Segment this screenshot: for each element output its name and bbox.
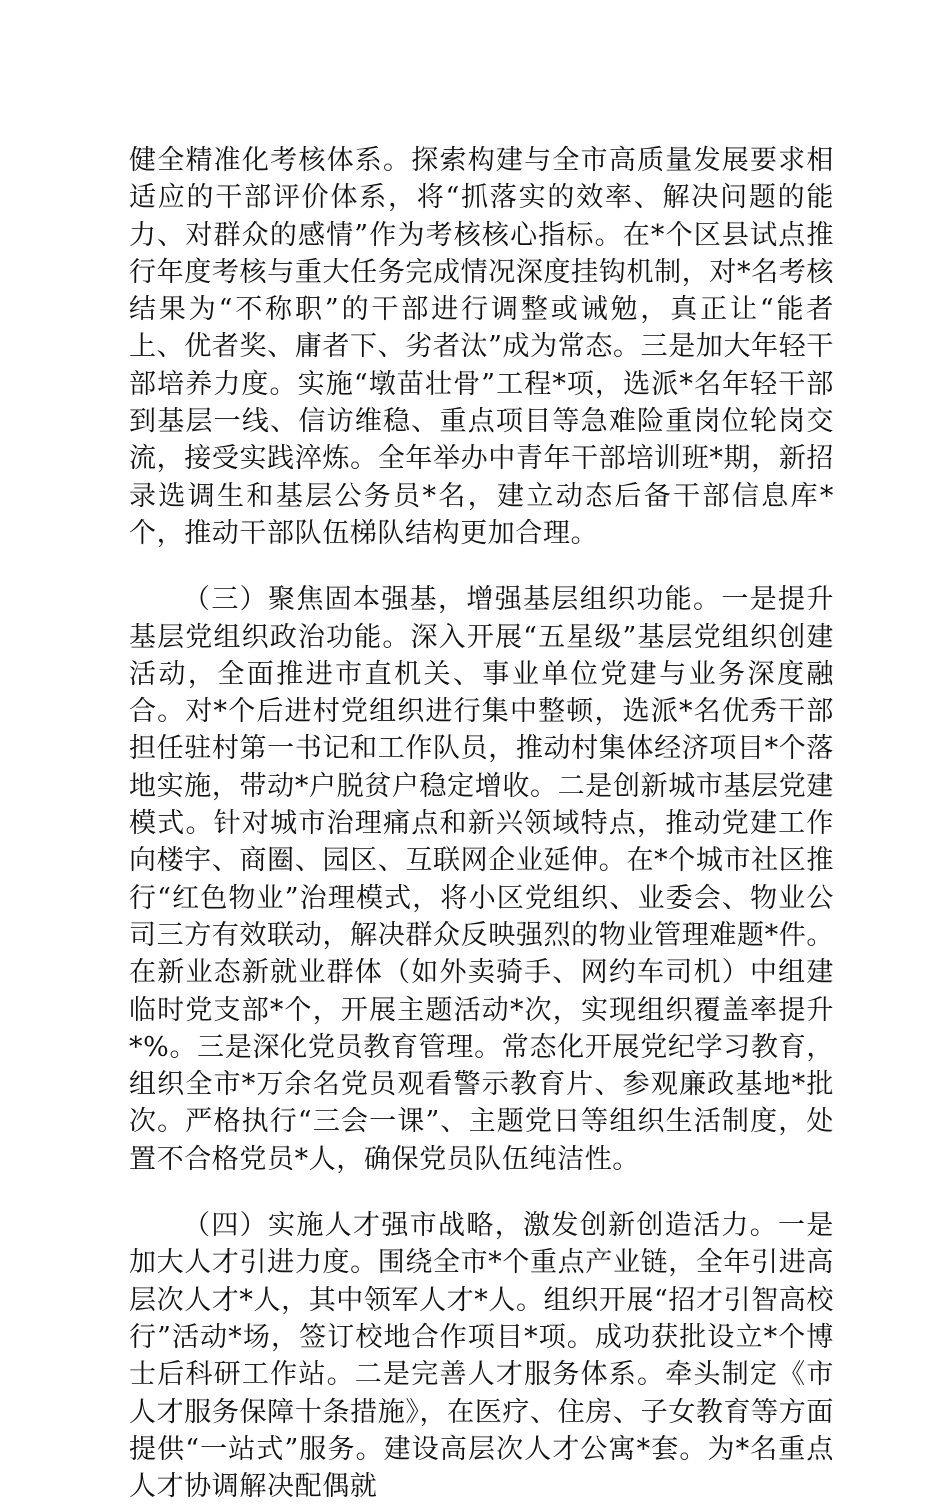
paragraph-3: （四）实施人才强市战略，激发创新创造活力。一是加大人才引进力度。围绕全市*个重点产业链，全年引进高层次人才*人，其中领军人才*人。组织开展“招才引智高校行”活动*场，签订校地合作项目*项。成功获批设立*个博士后科研工作站。二是完善人才服务体系。牵头制定《市人才服务保障十条措施》，在医疗、住房、子女教育等方面提供“一站式”服务。建设高层次人才公寓*套。为*名重点人才协调解决配偶就	[129, 1210, 835, 1503]
paragraph-1: 健全精准化考核体系。探索构建与全市高质量发展要求相适应的干部评价体系，将“抓落实的效率、解决问题的能力、对群众的感情”作为考核核心指标。在*个区县试点推行年度考核与重大任务完成情况深度挂钩机制，对*名考核结果为“不称职”的干部进行调整或诫勉，真正让“能者上、优者奖、庸者下、劣者汰”成为常态。三是加大年轻干部培养力度。实施“墩苗壮骨”工程*项，选派*名年轻干部到基层一线、信访维稳、重点项目等急难险重岗位轮岗交流，接受实践淬炼。全年举办中青年干部培训班*期，新招录选调生和基层公务员*名，建立动态后备干部信息库*个，推动干部队伍梯队结构更加合理。	[129, 145, 834, 549]
paragraph-2: （三）聚焦固本强基，增强基层组织功能。一是提升基层党组织政治功能。深入开展“五星级”基层党组织创建活动，全面推进市直机关、事业单位党建与业务深度融合。对*个后进村党组织进行集中整顿，选派*名优秀干部担任驻村第一书记和工作队员，推动村集体经济项目*个落地实施，带动*户脱贫户稳定增收。二是创新城市基层党建模式。针对城市治理痛点和新兴领域特点，推动党建工作向楼宇、商圈、园区、互联网企业延伸。在*个城市社区推行“红色物业”治理模式，将小区党组织、业委会、物业公司三方有效联动，解决群众反映强烈的物业管理难题*件。在新业态新就业群体（如外卖骑手、网约车司机）中组建临时党支部*个，开展主题活动*次，实现组织覆盖率提升*%。三是深化党员教育管理。常态化开展党纪学习教育，组织全市*万余名党员观看警示教育片、参观廉政基地*批次。严格执行“三会一课”、主题党日等组织生活制度，处置不合格党员*人，确保党员队伍纯洁性。	[129, 584, 834, 1175]
document-body	[129, 142, 834, 1505]
